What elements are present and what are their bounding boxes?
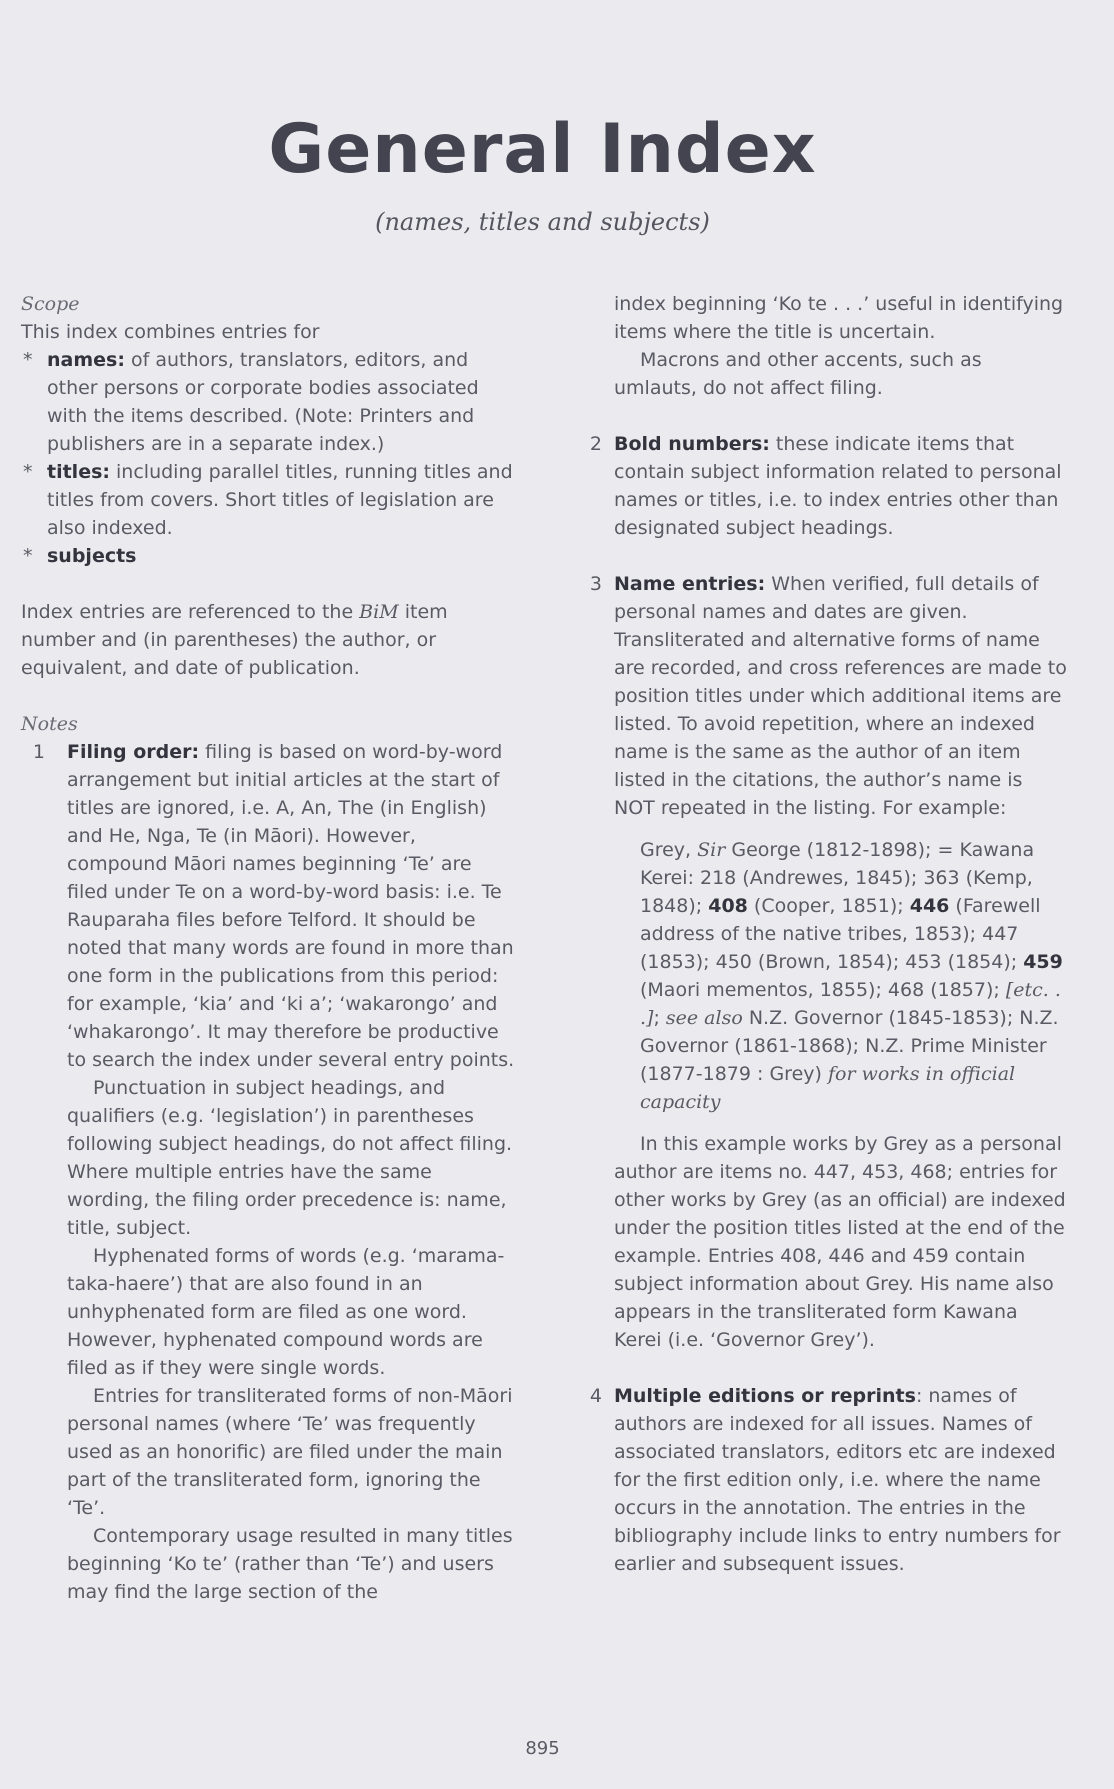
note-1-continued <box>584 290 1069 402</box>
page-number: 895 <box>525 1738 560 1759</box>
ref-pre: Index entries are referenced to the <box>21 601 360 623</box>
note-1-p3: Hyphenated forms of words (e.g. ‘marama-taka-haere’) that are also found in an unhyphenated form are filed as one word. However, hyphenated compound words are filed as if they were single words. <box>67 1245 505 1379</box>
ref-post: item number and (in parentheses) the author, or equivalent, and date of publication. <box>21 601 448 679</box>
scope-text: of authors, translators, editors, and other persons or corporate bodies associated with the items described. (Note: Printers and publishers are in a separate index.) <box>47 349 479 455</box>
note-1-p6: Macrons and other accents, such as umlauts, do not affect filing. <box>614 349 982 399</box>
scope-term: subjects <box>47 545 137 567</box>
note-term: Bold numbers: <box>614 433 770 455</box>
note-1-p2: Punctuation in subject headings, and qualifiers (e.g. ‘legislation’) in parentheses following subject headings, do not affect filing. Where multiple entries have the same wording, the filing order precedence is: name, title, subject. <box>67 1077 513 1239</box>
scope-label: Scope <box>21 293 80 315</box>
note-3-example: Grey, Sir George (1812-1898); = Kawana Kerei: 218 (Andrewes, 1845); 363 (Kemp, 1848); 408 (Cooper, 1851); 446 (Farewell address of the native tribes, 1853); 447 (1853); 450 (Brown, 1854); 453 (1854); 459 (Maori mementos, 1855); 468 (1857); [etc. . .]; see also N.Z. Governor (1845-1853); N.Z. Governor (1861-1868); N.Z. Prime Minister (1877-1879 : Grey) for works in official capacity <box>640 839 1063 1113</box>
scope-term: titles: <box>47 461 110 483</box>
note-text: When verified, full details of personal names and dates are given. Transliterated and alternative forms of name are recorded, and cross references are made to position titles under which additional items are listed. To avoid repetition, where an indexed name is the same as the author of an item listed in the citations, the author’s name is NOT repeated in the listing. For example: <box>614 573 1067 819</box>
note-number: 1 <box>32 741 45 763</box>
scope-reference-note <box>21 598 516 682</box>
note-term: Filing order: <box>67 741 200 763</box>
bullet-star: * <box>23 349 33 371</box>
bullet-star: * <box>23 461 33 483</box>
note-term: Multiple editions or reprints <box>614 1385 916 1407</box>
note-term: Name entries: <box>614 573 766 595</box>
note-4 <box>584 1382 1069 1578</box>
scope-item-names <box>21 346 516 458</box>
scope-item-titles <box>21 458 516 542</box>
notes-label: Notes <box>21 713 78 735</box>
note-text: these indicate items that contain subject information related to personal names or titles, i.e. to index entries other than designated subject headings. <box>614 433 1062 539</box>
bullet-star: * <box>23 545 33 567</box>
scope-text: including parallel titles, running titles and titles from covers. Short titles of legislation are also indexed. <box>47 461 513 539</box>
note-2-text <box>614 430 1069 542</box>
note-1-p5-continued: index beginning ‘Ko te . . .’ useful in identifying items where the title is uncertain. <box>614 293 1064 343</box>
note-1-p5: Contemporary usage resulted in many titles beginning ‘Ko te’ (rather than ‘Te’) and users may find the large section of the <box>67 1525 513 1603</box>
note-3-after: In this example works by Grey as a personal author are items no. 447, 453, 468; entries for other works by Grey (as an official) are indexed under the position titles listed at the end of the example. Entries 408, 446 and 459 contain subject information about Grey. His name also appears in the transliterated form Kawana Kerei (i.e. ‘Governor Grey’). <box>614 1133 1066 1351</box>
note-number: 3 <box>589 573 602 595</box>
ref-bim: BiM <box>359 601 399 623</box>
note-number: 4 <box>589 1385 602 1407</box>
note-3 <box>584 570 1069 1354</box>
right-column <box>584 290 1069 1578</box>
page-title: General Index <box>268 110 817 189</box>
note-text: : names of authors are indexed for all issues. Names of associated translators, editors etc are indexed for the first edition only, i.e. where the name occurs in the annotation. The entries in the bibliography include links to entry numbers for earlier and subsequent issues. <box>614 1385 1061 1575</box>
note-2 <box>584 430 1069 542</box>
left-column <box>21 290 516 1606</box>
note-text: filing is based on word-by-word arrangement but initial articles at the start of titles are ignored, i.e. A, An, The (in English) and He, Nga, Te (in Māori). However, compound Māori names beginning ‘Te’ are filed under Te on a word-by-word basis: i.e. Te Rauparaha files before Telford. It should be noted that many words are found in more than one form in the publications from this period: for example, ‘kia’ and ‘ki a’; ‘wakarongo’ and ‘whakarongo’. It may therefore be productive to search the index under several entry points. <box>67 741 515 1071</box>
note-1 <box>21 738 516 1606</box>
note-1-p4: Entries for transliterated forms of non-Māori personal names (where ‘Te’ was frequently used as an honorific) are filed under the main part of the transliterated form, ignoring the ‘Te’. <box>67 1385 513 1519</box>
scope-item-subjects <box>21 542 516 570</box>
note-4-text <box>614 1382 1069 1578</box>
note-1-p1 <box>67 738 516 1074</box>
page-subtitle: (names, titles and subjects) <box>375 208 710 236</box>
note-3-text <box>614 570 1069 822</box>
note-number: 2 <box>589 433 602 455</box>
scope-intro: This index combines entries for <box>21 321 320 343</box>
scope-term: names: <box>47 349 125 371</box>
